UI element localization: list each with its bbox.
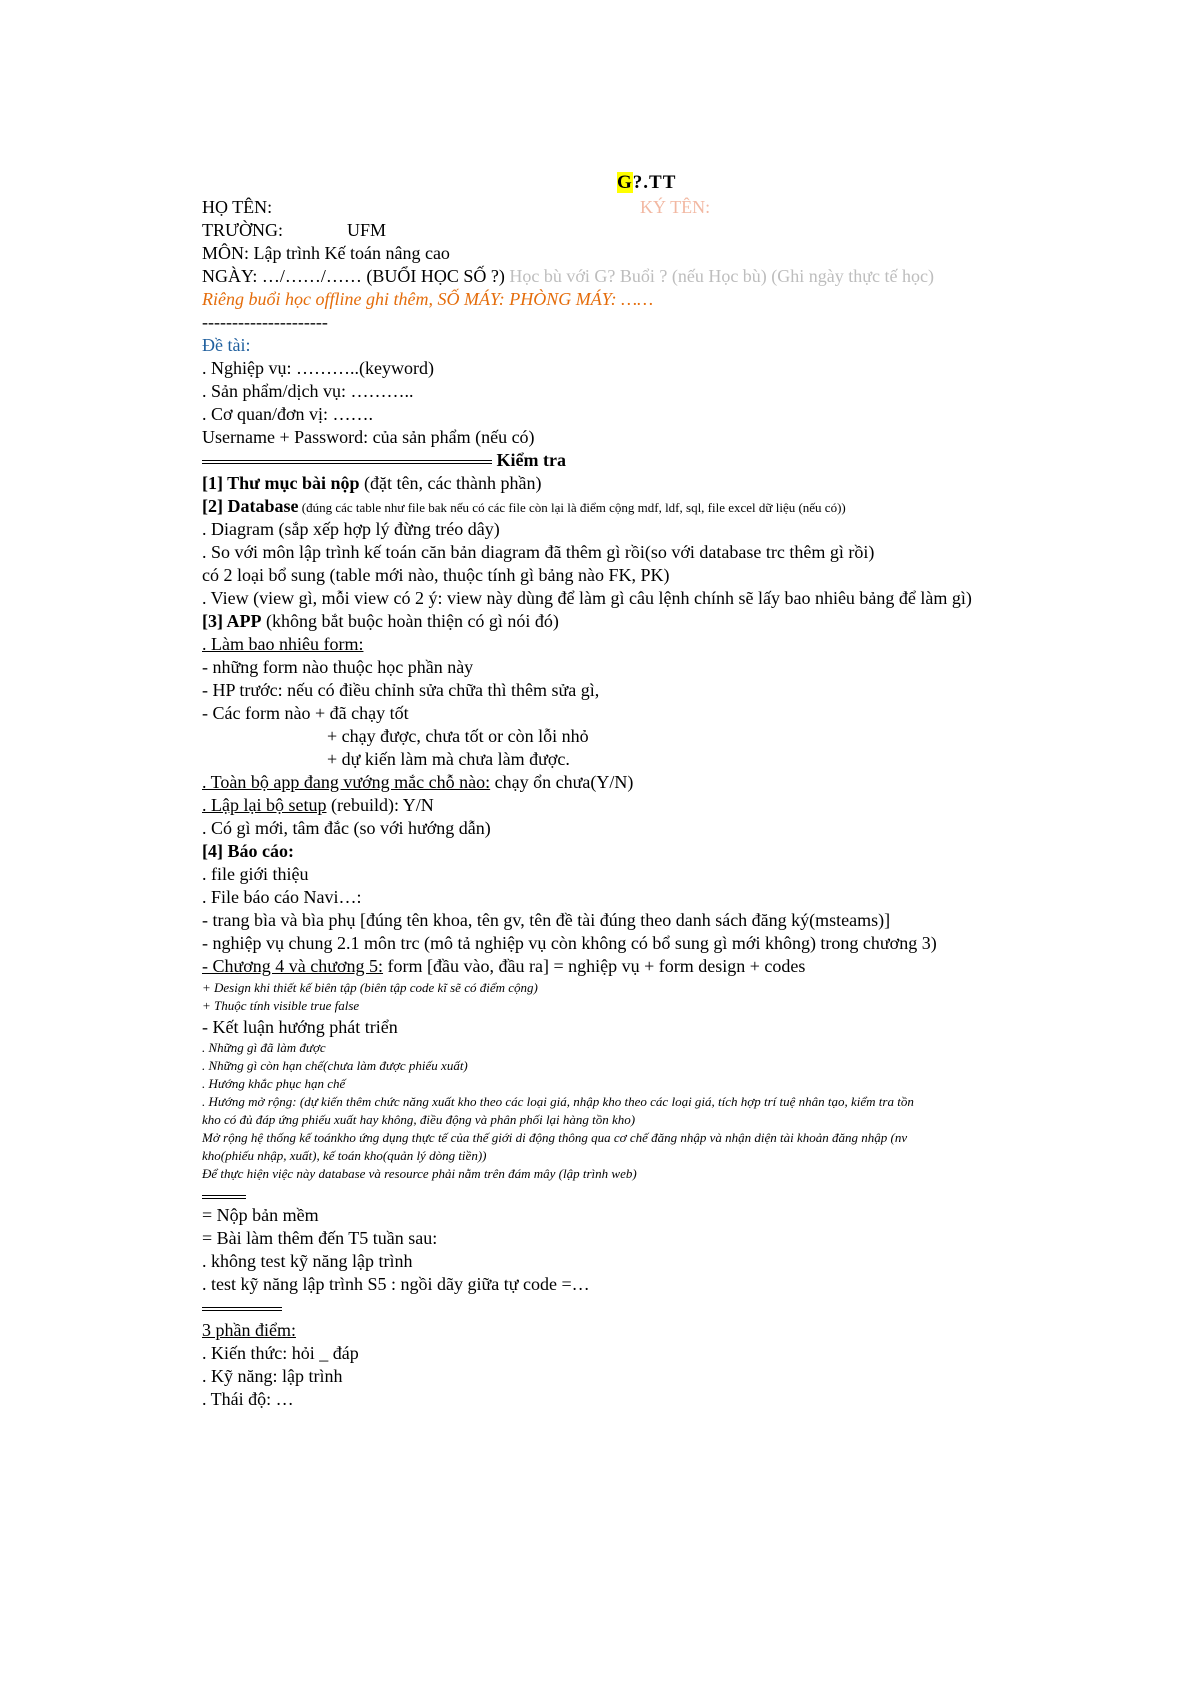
- nghiep-vu-chung-line: - nghiệp vụ chung 2.1 môn trc (mô tả nghiệp vụ còn không có bổ sung gì mới không) trong chương 3): [202, 933, 937, 953]
- toan-bo-line: [202, 771, 633, 793]
- double-rule: [202, 460, 492, 464]
- note-khac-phuc: . Hướng khắc phục hạn chế: [202, 1076, 346, 1091]
- section-1-line: [202, 472, 541, 494]
- chuong-line: [202, 955, 805, 977]
- ba-phan-diem-heading: 3 phần điểm:: [202, 1320, 296, 1340]
- ho-ten-label: HỌ TÊN:: [202, 197, 273, 217]
- view-line: . View (view gì, mỗi view có 2 ý: view này dùng để làm gì câu lệnh chính sẽ lấy bao nhiêu bảng để làm gì): [202, 588, 972, 608]
- title-highlight-g: G: [617, 172, 633, 193]
- truong-value: UFM: [347, 220, 387, 240]
- nghiep-vu-line: . Nghiệp vụ: ………..(keyword): [202, 358, 434, 378]
- hp-truoc-line: - HP trước: nếu có điều chỉnh sửa chữa thì thêm sửa gì,: [202, 680, 600, 700]
- double-rule: [202, 1195, 246, 1199]
- ket-luan-line: - Kết luận hướng phát triển: [202, 1017, 398, 1037]
- du-kien-line: + dự kiến làm mà chưa làm được.: [327, 749, 570, 769]
- diagram-line: . Diagram (sắp xếp hợp lý đừng tréo dây): [202, 519, 500, 539]
- visible-note: + Thuộc tính visible true false: [202, 998, 360, 1013]
- test-ky-nang-line: . test kỹ năng lập trình S5 : ngồi dãy giữa tự code =…: [202, 1274, 590, 1294]
- mon-line: MÔN: Lập trình Kế toán nâng cao: [202, 243, 450, 263]
- section-3-desc: (không bắt buộc hoàn thiện có gì nói đó): [261, 611, 559, 631]
- username-line: Username + Password: của sản phẩm (nếu có): [202, 427, 535, 447]
- note-han-che: . Những gì còn hạn chế(chưa làm được phiếu xuất): [202, 1058, 468, 1073]
- double-rule: [202, 1307, 282, 1311]
- kiem-tra-text: Kiểm tra: [492, 450, 566, 470]
- ky-ten-label: KÝ TÊN:: [640, 197, 711, 217]
- kien-thuc-line: . Kiến thức: hỏi _ đáp: [202, 1343, 359, 1363]
- section-3-title: [3] APP: [202, 611, 262, 631]
- truong-label: TRƯỜNG:: [202, 220, 283, 240]
- note-he-thong-1: Mở rộng hệ thống kế toánkho ứng dụng thực tế của thế giới di động thông qua cơ chế đăng nhập và nhận diện tài khoản đăng nhập (nv: [202, 1130, 908, 1145]
- chuong-underlined: - Chương 4 và chương 5:: [202, 956, 384, 976]
- co-gi-moi-line: . Có gì mới, tâm đắc (so với hướng dẫn): [202, 818, 491, 838]
- section-2-line: [202, 495, 846, 519]
- short-rule-2: [202, 1296, 282, 1318]
- section-4-title: [4] Báo cáo:: [202, 841, 294, 861]
- short-rule-1: [202, 1184, 246, 1206]
- file-gioi-thieu-line: . file giới thiệu: [202, 864, 309, 884]
- section-2-desc: (đúng các table như file bak nếu có các file còn lại là điểm cộng mdf, ldf, sql, file excel dữ liệu (nếu có)): [298, 500, 846, 515]
- ky-nang-line: . Kỹ năng: lập trình: [202, 1366, 343, 1386]
- cac-form-line: - Các form nào + đã chạy tốt: [202, 703, 409, 723]
- section-2-title: [2] Database: [202, 496, 299, 516]
- thai-do-line: . Thái độ: …: [202, 1389, 294, 1409]
- dash-separator: ---------------------: [202, 312, 328, 332]
- co-2-loai-line: có 2 loại bổ sung (table mới nào, thuộc tính gì bảng nào FK, PK): [202, 565, 670, 585]
- offline-line: Riêng buổi học offline ghi thêm, SỐ MÁY: PHÒNG MÁY: ……: [202, 289, 654, 309]
- ngay-text: NGÀY: …/……/…… (BUỔI HỌC SỐ ?): [202, 266, 505, 286]
- ngay-note: Học bù với G? Buổi ? (nếu Học bù) (Ghi ngày thực tế học): [504, 266, 935, 286]
- section-1-desc: (đặt tên, các thành phần): [359, 473, 542, 493]
- design-note: + Design khi thiết kế biên tập (biên tập code kĩ sẽ có điểm cộng): [202, 980, 538, 995]
- lap-lai-rest: (rebuild): Y/N: [326, 795, 434, 815]
- doc-title: [617, 172, 676, 194]
- note-mo-rong-2: kho có đủ đáp ứng phiếu xuất hay không, điều động và phân phối lại hàng tồn kho): [202, 1112, 636, 1127]
- section-1-title: [1] Thư mục bài nộp: [202, 473, 360, 493]
- nop-ban-mem-line: = Nộp bản mềm: [202, 1205, 319, 1225]
- san-pham-line: . Sản phẩm/dịch vụ: ………..: [202, 381, 414, 401]
- title-rest: ?.TT: [632, 172, 677, 193]
- toan-bo-underlined: . Toàn bộ app đang vướng mắc chỗ nào:: [202, 772, 491, 792]
- khong-test-line: . không test kỹ năng lập trình: [202, 1251, 413, 1271]
- note-he-thong-2: kho(phiếu nhập, xuất), kế toán kho(quản lý dòng tiền)): [202, 1148, 487, 1163]
- chuong-rest: form [đầu vào, đầu ra] = nghiệp vụ + form design + codes: [383, 956, 806, 976]
- toan-bo-rest: chạy ổn chưa(Y/N): [490, 772, 634, 792]
- note-da-lam: . Những gì đã làm được: [202, 1040, 326, 1055]
- lap-lai-underlined: . Lập lại bộ setup: [202, 795, 327, 815]
- file-bao-cao-line: . File báo cáo Navi…:: [202, 887, 362, 907]
- lam-bao-nhieu-line: . Làm bao nhiêu form:: [202, 634, 364, 654]
- co-quan-line: . Cơ quan/đơn vị: …….: [202, 404, 374, 424]
- note-dam-may: Để thực hiện việc này database và resource phải nằm trên đám mây (lập trình web): [202, 1166, 637, 1181]
- lap-lai-line: [202, 794, 434, 816]
- so-voi-line: . So với môn lập trình kế toán căn bản diagram đã thêm gì rồi(so với database trc thêm gì rồi): [202, 542, 875, 562]
- kiem-tra-heading: [202, 449, 566, 471]
- de-tai-heading: Đề tài:: [202, 335, 251, 355]
- chay-duoc-line: + chạy được, chưa tốt or còn lỗi nhỏ: [327, 726, 589, 746]
- nhung-form-line: - những form nào thuộc học phần này: [202, 657, 474, 677]
- trang-bia-line: - trang bìa và bìa phụ [đúng tên khoa, tên gv, tên đề tài đúng theo danh sách đăng ký(msteams)]: [202, 910, 891, 930]
- bai-lam-them-line: = Bài làm thêm đến T5 tuần sau:: [202, 1228, 438, 1248]
- ngay-line: [202, 265, 934, 287]
- note-mo-rong-1: . Hướng mở rộng: (dự kiến thêm chức năng xuất kho theo các loại giá, nhập kho theo các loại giá, tích hợp trí tuệ nhân tạo, kiểm tra tồn: [202, 1094, 914, 1109]
- section-3-line: [202, 610, 559, 632]
